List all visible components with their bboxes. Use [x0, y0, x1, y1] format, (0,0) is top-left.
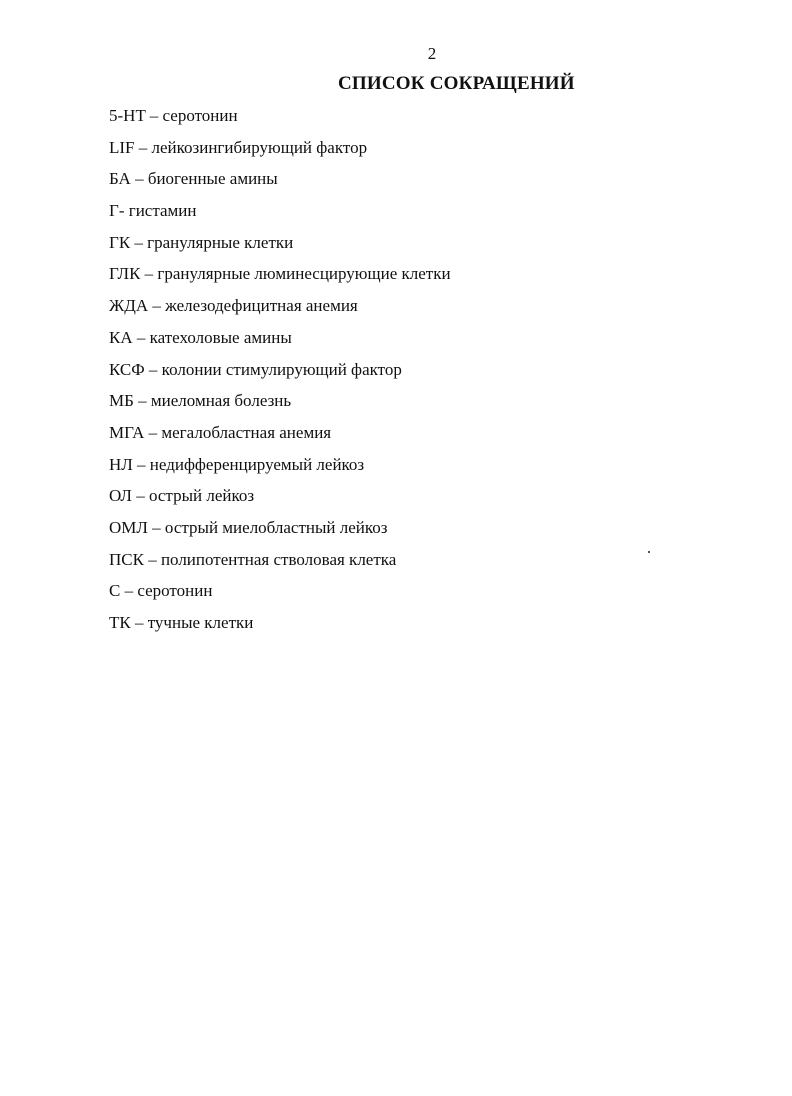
abbreviation-list: [109, 104, 451, 643]
abbreviation-item: ГК – гранулярные клетки: [109, 232, 294, 252]
abbreviation-item: ЖДА – железодефицитная анемия: [109, 296, 358, 316]
abbreviation-item: ГЛК – гранулярные люминесцирующие клетки: [109, 264, 451, 284]
abbreviation-item: ПСК – полипотентная стволовая клетка: [109, 549, 397, 569]
abbreviation-item: ОМЛ – острый миелобластный лейкоз: [109, 517, 388, 537]
abbreviation-item: LIF – лейкозингибирующий фактор: [109, 137, 368, 157]
abbreviation-item: ОЛ – острый лейкоз: [109, 486, 255, 506]
abbreviation-item: 5-HT – серотонин: [109, 106, 238, 125]
abbreviation-item: КСФ – колонии стимулирующий фактор: [109, 359, 402, 379]
abbreviation-item: НЛ – недифференцируемый лейкоз: [109, 454, 365, 474]
abbreviation-item: БА – биогенные амины: [109, 169, 278, 189]
scan-speck: [648, 551, 650, 553]
abbreviation-item: МБ – миеломная болезнь: [109, 391, 292, 411]
page-title: СПИСОК СОКРАЩЕНИЙ: [338, 73, 575, 94]
page-number: 2: [427, 44, 437, 63]
abbreviation-item: МГА – мегалобластная анемия: [109, 422, 332, 442]
abbreviation-item: КА – катехоловые амины: [109, 327, 292, 347]
abbreviation-item: Г- гистамин: [109, 201, 197, 221]
abbreviation-item: ТК – тучные клетки: [109, 613, 254, 632]
abbreviation-item: С – серотонин: [109, 581, 213, 601]
